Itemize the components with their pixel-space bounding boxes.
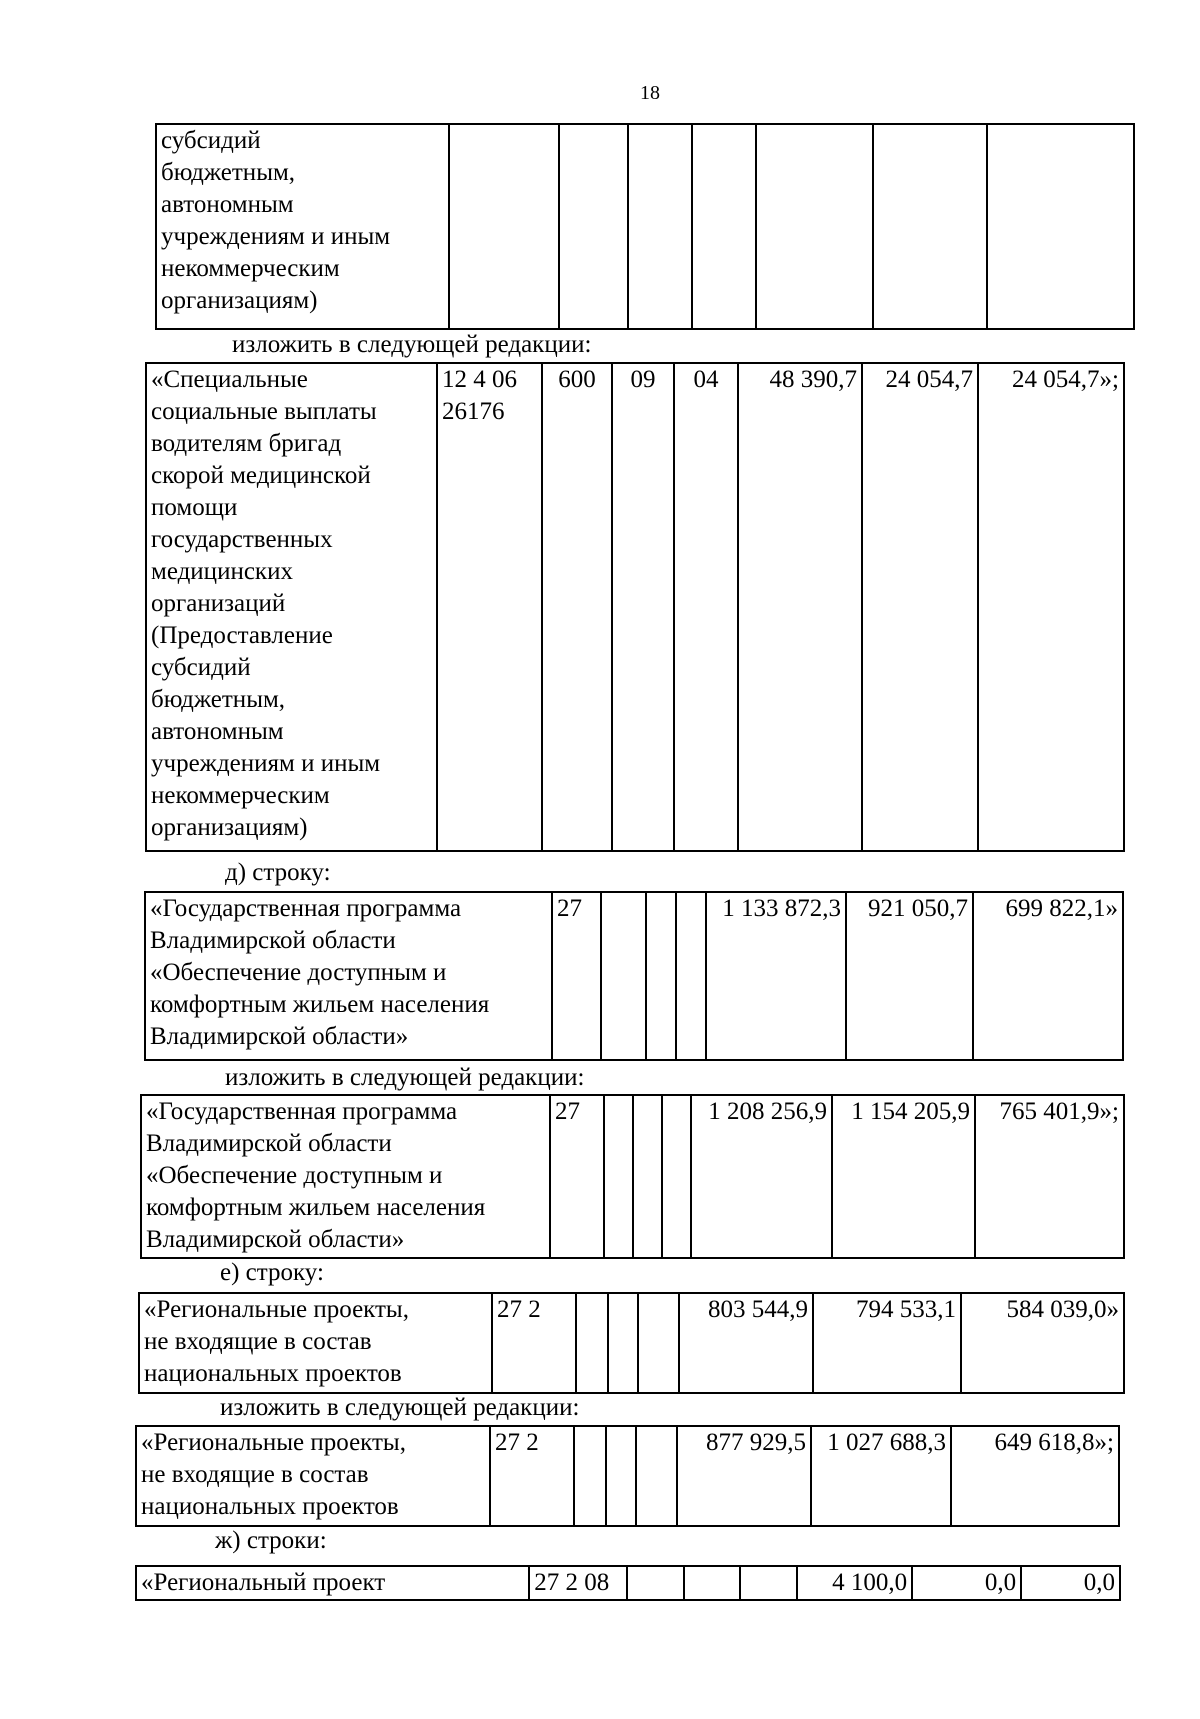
name-line: медицинских bbox=[151, 558, 293, 585]
year1-cell: 4 100,0 bbox=[797, 1566, 912, 1600]
pr-cell bbox=[692, 124, 756, 329]
table-row bbox=[145, 892, 1123, 1060]
page-number: 18 bbox=[640, 82, 660, 104]
vr-cell bbox=[601, 892, 646, 1060]
row-name-cell bbox=[145, 892, 552, 1060]
name-line: некоммерческим bbox=[151, 782, 330, 809]
year3-cell: 0,0 bbox=[1021, 1566, 1120, 1600]
year2-cell: 921 050,7 bbox=[846, 892, 973, 1060]
code-cell: 27 2 08 bbox=[529, 1566, 627, 1600]
name-line: помощи bbox=[151, 494, 238, 521]
name-line: «Государственная программа bbox=[146, 1098, 458, 1125]
name-line: учреждениям и иным bbox=[151, 750, 381, 777]
name-line: государственных bbox=[151, 526, 333, 553]
name-line: организациям) bbox=[161, 287, 318, 314]
row-name-cell bbox=[141, 1095, 550, 1258]
instruction-line: ж) строки: bbox=[215, 1527, 327, 1554]
table-row bbox=[136, 1566, 1120, 1600]
year2-cell: 0,0 bbox=[912, 1566, 1021, 1600]
rz-cell: 09 bbox=[612, 363, 674, 851]
name-line: комфортным жильем населения bbox=[146, 1194, 486, 1221]
name-line: некоммерческим bbox=[161, 255, 340, 282]
name-line: Владимирской области bbox=[146, 1130, 392, 1157]
year1-cell: 1 208 256,9 bbox=[691, 1095, 832, 1258]
table-row bbox=[141, 1095, 1124, 1258]
table-continued-row bbox=[155, 123, 1135, 330]
name-line: национальных проектов bbox=[144, 1360, 402, 1387]
table-old-row bbox=[138, 1292, 1125, 1394]
row-name-cell bbox=[156, 124, 449, 329]
year3-cell: 699 822,1» bbox=[973, 892, 1123, 1060]
pr-cell bbox=[662, 1095, 691, 1258]
rz-cell bbox=[628, 124, 692, 329]
row-name-cell bbox=[136, 1426, 490, 1526]
pr-cell bbox=[740, 1566, 797, 1600]
name-line: автономным bbox=[151, 718, 284, 745]
name-line: «Государственная программа bbox=[150, 895, 462, 922]
rz-cell bbox=[606, 1426, 636, 1526]
name-line: «Региональные проекты, bbox=[144, 1296, 409, 1323]
code-cell: 27 bbox=[552, 892, 601, 1060]
table-new-row bbox=[135, 1425, 1120, 1527]
table-row bbox=[156, 124, 1134, 329]
rz-cell bbox=[608, 1293, 638, 1393]
name-line: не входящие в состав bbox=[141, 1461, 369, 1488]
name-line: «Региональные проекты, bbox=[141, 1429, 406, 1456]
year1-cell: 803 544,9 bbox=[679, 1293, 813, 1393]
row-name-cell: «Региональный проект bbox=[136, 1566, 529, 1600]
name-line: Владимирской области» bbox=[150, 1023, 409, 1050]
code-line: 26176 bbox=[442, 398, 505, 425]
name-line: «Обеспечение доступным и bbox=[150, 959, 447, 986]
code-cell: 27 2 bbox=[492, 1293, 576, 1393]
table-row bbox=[146, 363, 1124, 851]
table-old-row bbox=[144, 891, 1124, 1061]
table-row bbox=[139, 1293, 1124, 1393]
year1-cell bbox=[756, 124, 873, 329]
pr-cell: 04 bbox=[674, 363, 738, 851]
name-line: Владимирской области» bbox=[146, 1226, 405, 1253]
instruction-line: изложить в следующей редакции: bbox=[225, 1064, 585, 1091]
instruction-line: д) строку: bbox=[225, 859, 331, 886]
table-old-row bbox=[135, 1565, 1121, 1601]
year3-cell: 765 401,9»; bbox=[975, 1095, 1124, 1258]
name-line: водителям бригад bbox=[151, 430, 342, 457]
rz-cell bbox=[646, 892, 676, 1060]
code-line: 12 4 06 bbox=[442, 366, 517, 393]
name-line: организаций bbox=[151, 590, 286, 617]
name-line: национальных проектов bbox=[141, 1493, 399, 1520]
rz-cell bbox=[684, 1566, 741, 1600]
year2-cell: 794 533,1 bbox=[813, 1293, 961, 1393]
pr-cell bbox=[638, 1293, 679, 1393]
table-new-row bbox=[145, 362, 1125, 852]
year2-cell bbox=[873, 124, 987, 329]
name-line: (Предоставление bbox=[151, 622, 333, 649]
instruction-line: изложить в следующей редакции: bbox=[232, 331, 592, 358]
name-line: скорой медицинской bbox=[151, 462, 371, 489]
year3-cell: 649 618,8»; bbox=[951, 1426, 1119, 1526]
name-line: учреждениям и иным bbox=[161, 223, 391, 250]
year2-cell: 1 154 205,9 bbox=[832, 1095, 975, 1258]
vr-cell bbox=[576, 1293, 608, 1393]
name-line: не входящие в состав bbox=[144, 1328, 372, 1355]
year2-cell: 1 027 688,3 bbox=[811, 1426, 951, 1526]
name-line: социальные выплаты bbox=[151, 398, 377, 425]
code-cell bbox=[437, 363, 542, 851]
instruction-line: изложить в следующей редакции: bbox=[220, 1394, 580, 1421]
pr-cell bbox=[676, 892, 706, 1060]
code-cell: 27 bbox=[550, 1095, 604, 1258]
name-line: бюджетным, bbox=[161, 159, 296, 186]
name-line: субсидий bbox=[161, 127, 261, 154]
name-line: субсидий bbox=[151, 654, 251, 681]
table-row bbox=[136, 1426, 1119, 1526]
name-line: бюджетным, bbox=[151, 686, 286, 713]
year1-cell: 1 133 872,3 bbox=[706, 892, 846, 1060]
name-line: комфортным жильем населения bbox=[150, 991, 490, 1018]
instruction-line: е) строку: bbox=[220, 1259, 324, 1286]
pr-cell bbox=[636, 1426, 677, 1526]
vr-cell bbox=[559, 124, 628, 329]
name-line: «Обеспечение доступным и bbox=[146, 1162, 443, 1189]
year2-cell: 24 054,7 bbox=[862, 363, 978, 851]
year3-cell: 24 054,7»; bbox=[978, 363, 1124, 851]
name-line: автономным bbox=[161, 191, 294, 218]
code-cell: 27 2 bbox=[490, 1426, 574, 1526]
vr-cell bbox=[574, 1426, 606, 1526]
year3-cell bbox=[987, 124, 1134, 329]
name-line: Владимирской области bbox=[150, 927, 396, 954]
vr-cell bbox=[604, 1095, 633, 1258]
year1-cell: 877 929,5 bbox=[677, 1426, 811, 1526]
row-name-cell bbox=[139, 1293, 492, 1393]
table-new-row bbox=[140, 1094, 1125, 1259]
name-line: «Специальные bbox=[151, 366, 308, 393]
rz-cell bbox=[633, 1095, 662, 1258]
vr-cell bbox=[627, 1566, 684, 1600]
vr-cell: 600 bbox=[542, 363, 612, 851]
row-name-cell bbox=[146, 363, 437, 851]
year3-cell: 584 039,0» bbox=[961, 1293, 1124, 1393]
name-line: организациям) bbox=[151, 814, 308, 841]
code-cell bbox=[449, 124, 559, 329]
year1-cell: 48 390,7 bbox=[738, 363, 862, 851]
